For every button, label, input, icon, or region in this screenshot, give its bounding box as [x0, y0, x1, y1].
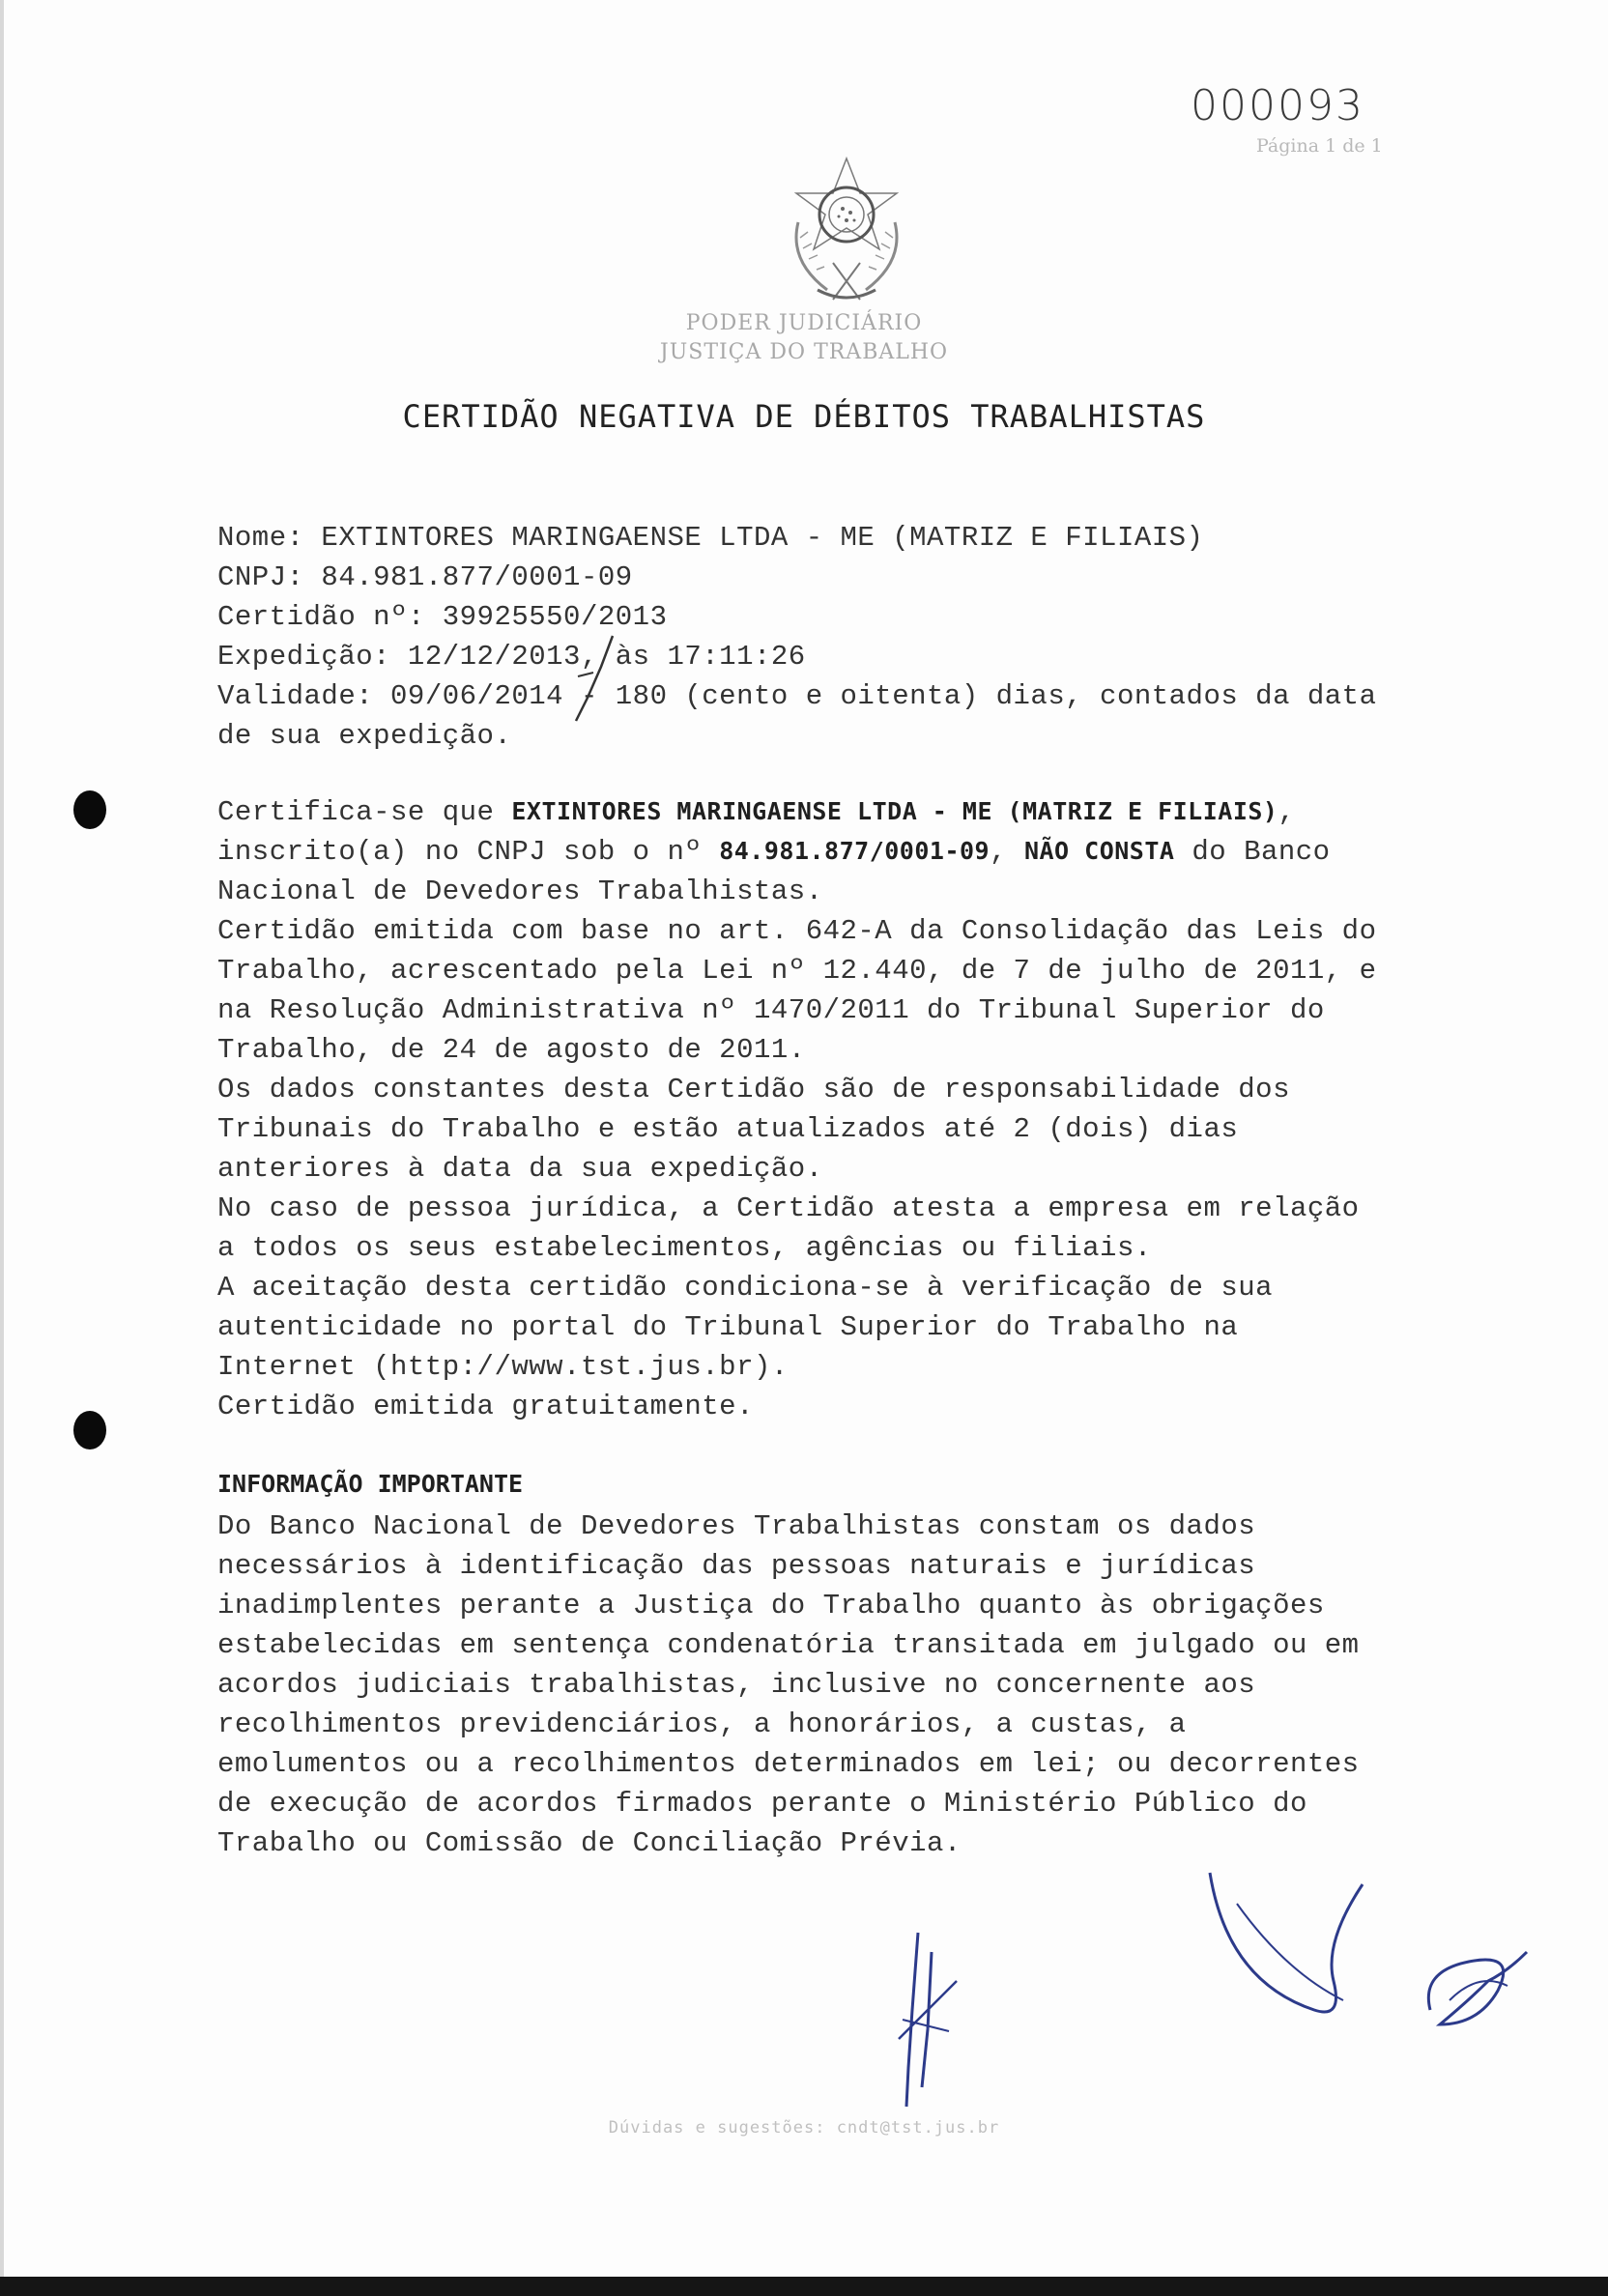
- important-line: emolumentos ou a recolhimentos determinados em lei; ou decorrentes: [217, 1748, 1360, 1780]
- body-line: anteriores à data da sua expedição.: [217, 1153, 823, 1185]
- body-line: Internet (http://www.tst.jus.br).: [217, 1351, 789, 1383]
- footer-contact: Dúvidas e sugestões: cndt@tst.jus.br: [608, 2118, 1000, 2138]
- certifies-line-2: inscrito(a) no CNPJ sob o nº 84.981.877/0001-09, NÃO CONSTA do Banco: [217, 836, 1331, 868]
- important-line: Trabalho ou Comissão de Conciliação Prévia.: [217, 1827, 962, 1859]
- important-line: Do Banco Nacional de Devedores Trabalhistas constam os dados: [217, 1510, 1256, 1542]
- document-title: CERTIDÃO NEGATIVA DE DÉBITOS TRABALHISTAS: [402, 398, 1206, 435]
- important-line: recolhimentos previdenciários, a honorários, a custas, a: [217, 1708, 1187, 1740]
- body-line: No caso de pessoa jurídica, a Certidão atesta a empresa em relação: [217, 1192, 1360, 1224]
- important-line: inadimplentes perante a Justiça do Trabalho quanto às obrigações: [217, 1590, 1325, 1622]
- pen-slash-mark: [566, 628, 624, 725]
- header-org-line2: JUSTIÇA DO TRABALHO: [659, 340, 949, 364]
- body-line: na Resolução Administrativa nº 1470/2011 do Tribunal Superior do: [217, 994, 1325, 1026]
- body-line: Trabalho, de 24 de agosto de 2011.: [217, 1034, 806, 1066]
- field-expedicao: Expedição: 12/12/2013, às 17:11:26: [217, 641, 806, 673]
- important-line: estabelecidas em sentença condenatória transitada em julgado ou em: [217, 1629, 1360, 1661]
- company-name-bold: EXTINTORES MARINGAENSE LTDA - ME (MATRIZ E FILIAIS): [511, 797, 1278, 825]
- handwritten-page-number: 000093: [1191, 81, 1364, 130]
- field-cnpj: CNPJ: 84.981.877/0001-09: [217, 561, 633, 593]
- scan-bottom-bar: [0, 2277, 1608, 2296]
- important-line: de execução de acordos firmados perante o Ministério Público do: [217, 1788, 1307, 1820]
- important-line: acordos judiciais trabalhistas, inclusive no concernente aos: [217, 1669, 1256, 1701]
- page-indicator: Página 1 de 1: [1256, 135, 1383, 157]
- body-line: autenticidade no portal do Tribunal Superior do Trabalho na: [217, 1311, 1239, 1343]
- body-line: A aceitação desta certidão condiciona-se à verificação de sua: [217, 1272, 1274, 1304]
- field-validade: Validade: 09/06/2014 - 180 (cento e oitenta) dias, contados da data: [217, 680, 1377, 712]
- certifies-line-3: Nacional de Devedores Trabalhistas.: [217, 875, 823, 907]
- body-line: a todos os seus estabelecimentos, agências ou filiais.: [217, 1232, 1152, 1264]
- cnpj-bold: 84.981.877/0001-09: [719, 837, 991, 865]
- punch-hole: [73, 1411, 106, 1449]
- signature-3: [1411, 1933, 1536, 2039]
- important-info-heading: INFORMAÇÃO IMPORTANTE: [217, 1470, 524, 1498]
- body-line: Trabalho, acrescentado pela Lei nº 12.440, de 7 de julho de 2011, e: [217, 955, 1377, 987]
- body-line: Os dados constantes desta Certidão são de responsabilidade dos: [217, 1074, 1290, 1105]
- brazil-coat-of-arms-icon: [779, 155, 914, 309]
- signature-2: [1198, 1865, 1382, 2049]
- field-certidao-numero: Certidão nº: 39925550/2013: [217, 601, 668, 633]
- important-line: necessários à identificação das pessoas naturais e jurídicas: [217, 1550, 1256, 1582]
- body-line: Tribunais do Trabalho e estão atualizados até 2 (dois) dias: [217, 1113, 1239, 1145]
- signature-1: [889, 1923, 966, 2116]
- body-line: Certidão emitida gratuitamente.: [217, 1391, 754, 1422]
- field-nome: Nome: EXTINTORES MARINGAENSE LTDA - ME (MATRIZ E FILIAIS): [217, 522, 1204, 554]
- header-org-line1: PODER JUDICIÁRIO: [685, 311, 923, 335]
- field-validade-cont: de sua expedição.: [217, 720, 512, 752]
- status-nao-consta: NÃO CONSTA: [1023, 837, 1175, 865]
- body-line: Certidão emitida com base no art. 642-A da Consolidação das Leis do: [217, 915, 1377, 947]
- punch-hole: [73, 790, 106, 829]
- certifies-line-1: Certifica-se que EXTINTORES MARINGAENSE LTDA - ME (MATRIZ E FILIAIS),: [217, 796, 1296, 828]
